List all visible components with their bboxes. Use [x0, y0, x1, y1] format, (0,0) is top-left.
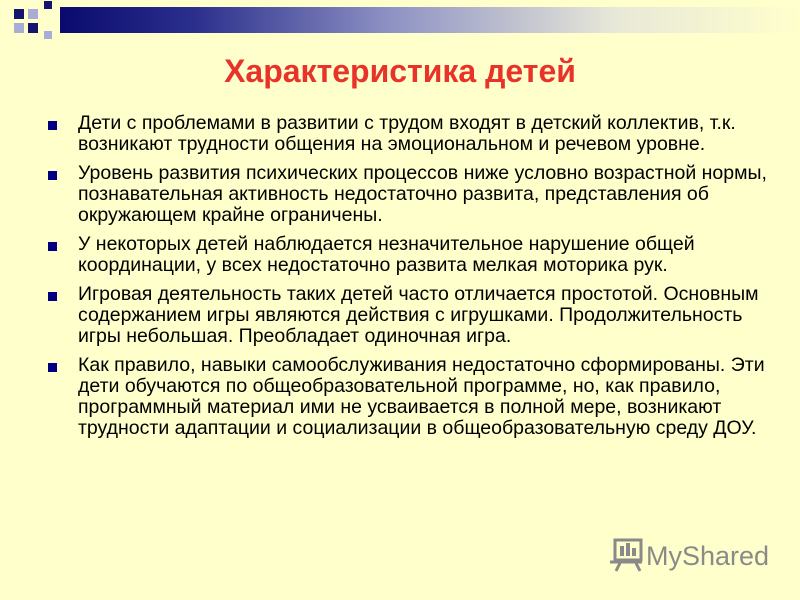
square-bullet-icon: [48, 171, 57, 180]
decor-square: [28, 23, 38, 33]
bullet-item: [48, 163, 768, 226]
watermark-logo: [606, 536, 770, 576]
watermark-text: MyShared: [646, 541, 770, 571]
bullet-text: У некоторых детей наблюдается незначительное нарушение общей координации, у всех недостаточно развита мелкая моторика рук.: [78, 233, 695, 276]
square-bullet-icon: [48, 363, 57, 372]
square-bullet-icon: [48, 292, 57, 301]
bullet-item: [48, 234, 768, 276]
slide-title: Характеристика детей: [224, 53, 576, 89]
decor-square: [14, 23, 24, 33]
decor-square: [44, 1, 52, 9]
bullet-list: [48, 113, 768, 447]
square-bullet-icon: [48, 121, 57, 130]
bullet-item: [48, 113, 768, 155]
bullet-text: Игровая деятельность таких детей часто отличается простотой. Основным содержанием игры являются действия с игрушками. Продолжительность игры небольшая. Преобладает одиночная игра.: [78, 283, 759, 347]
bullet-item: [48, 355, 768, 439]
presentation-board-icon: [608, 538, 644, 572]
decor-square: [28, 9, 38, 19]
bullet-item: [48, 284, 768, 347]
decor-square: [14, 9, 24, 19]
bullet-text: Дети с проблемами в развитии с трудом входят в детский коллектив, т.к. возникают трудности общения на эмоциональном и речевом уровне.: [78, 112, 736, 155]
bullet-text: Уровень развития психических процессов ниже условно возрастной нормы, познавательная активность недостаточно развита, представления об окружающем крайне ограничены.: [78, 162, 767, 226]
decor-square: [44, 31, 52, 39]
bullet-text: Как правило, навыки самообслуживания недостаточно сформированы. Эти дети обучаются по общеобразовательной программе, но, как правило, программный материал ими не усваивается в полной мере, возникают трудности адаптации и социализации в общеобразовательную среду ДОУ.: [78, 354, 765, 439]
top-decor-band: [0, 0, 800, 40]
decor-gradient-bar: [60, 7, 800, 33]
square-bullet-icon: [48, 242, 57, 251]
